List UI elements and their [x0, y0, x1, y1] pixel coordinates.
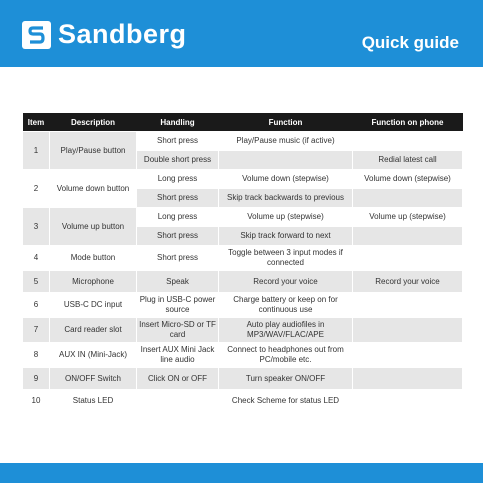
phone-function-cell: Volume down (stepwise) — [353, 170, 463, 189]
item-cell: 8 — [23, 343, 50, 368]
function-cell — [219, 151, 353, 170]
table-row — [23, 170, 463, 189]
sandberg-logo-icon — [22, 21, 51, 49]
handling-cell: Short press — [137, 189, 219, 208]
item-cell: 3 — [23, 208, 50, 246]
table-row — [23, 246, 463, 271]
function-cell: Volume up (stepwise) — [219, 208, 353, 227]
function-cell: Play/Pause music (if active) — [219, 132, 353, 151]
handling-cell: Short press — [137, 227, 219, 246]
phone-function-cell — [353, 368, 463, 390]
phone-function-cell: Record your voice — [353, 271, 463, 293]
table-row — [23, 318, 463, 343]
table-header-row — [23, 113, 463, 132]
column-header-function: Function — [219, 113, 353, 132]
description-cell: AUX IN (Mini-Jack) — [50, 343, 137, 368]
description-cell: Mode button — [50, 246, 137, 271]
quick-guide-table — [22, 113, 463, 412]
function-cell: Skip track forward to next — [219, 227, 353, 246]
item-cell: 1 — [23, 132, 50, 170]
handling-cell: Double short press — [137, 151, 219, 170]
column-header-function-on-phone: Function on phone — [353, 113, 463, 132]
phone-function-cell: Volume up (stepwise) — [353, 208, 463, 227]
function-cell: Charge battery or keep on for continuous use — [219, 293, 353, 318]
function-cell: Auto play audiofiles in MP3/WAV/FLAC/APE — [219, 318, 353, 343]
function-cell: Toggle between 3 input modes if connected — [219, 246, 353, 271]
page-title: Quick guide — [361, 33, 459, 52]
table-row — [23, 132, 463, 151]
phone-function-cell — [353, 318, 463, 343]
column-header-description: Description — [50, 113, 137, 132]
description-cell: Volume down button — [50, 170, 137, 208]
item-cell: 7 — [23, 318, 50, 343]
column-header-item: Item — [23, 113, 50, 132]
handling-cell: Insert Micro-SD or TF card — [137, 318, 219, 343]
table-row — [23, 271, 463, 293]
column-header-handling: Handling — [137, 113, 219, 132]
table-row — [23, 208, 463, 227]
handling-cell: Short press — [137, 246, 219, 271]
item-cell: 10 — [23, 390, 50, 412]
description-cell: ON/OFF Switch — [50, 368, 137, 390]
phone-function-cell — [353, 227, 463, 246]
description-cell: Play/Pause button — [50, 132, 137, 170]
phone-function-cell — [353, 189, 463, 208]
handling-cell — [137, 390, 219, 412]
description-cell: Volume up button — [50, 208, 137, 246]
table-row — [23, 293, 463, 318]
function-cell: Turn speaker ON/OFF — [219, 368, 353, 390]
function-cell: Record your voice — [219, 271, 353, 293]
phone-function-cell — [353, 390, 463, 412]
item-cell: 4 — [23, 246, 50, 271]
handling-cell: Click ON or OFF — [137, 368, 219, 390]
phone-function-cell: Redial latest call — [353, 151, 463, 170]
phone-function-cell — [353, 293, 463, 318]
function-cell: Check Scheme for status LED — [219, 390, 353, 412]
phone-function-cell — [353, 246, 463, 271]
item-cell: 2 — [23, 170, 50, 208]
table-row — [23, 343, 463, 368]
item-cell: 5 — [23, 271, 50, 293]
function-cell: Connect to headphones out from PC/mobile etc. — [219, 343, 353, 368]
header-bar — [0, 0, 483, 67]
footer-bar — [0, 463, 483, 483]
description-cell: Microphone — [50, 271, 137, 293]
handling-cell: Speak — [137, 271, 219, 293]
handling-cell: Insert AUX Mini Jack line audio — [137, 343, 219, 368]
table-row — [23, 368, 463, 390]
brand-name: Sandberg — [58, 19, 187, 49]
description-cell: USB-C DC input — [50, 293, 137, 318]
description-cell: Status LED — [50, 390, 137, 412]
handling-cell: Long press — [137, 170, 219, 189]
function-cell: Volume down (stepwise) — [219, 170, 353, 189]
item-cell: 6 — [23, 293, 50, 318]
handling-cell: Long press — [137, 208, 219, 227]
handling-cell: Plug in USB-C power source — [137, 293, 219, 318]
phone-function-cell — [353, 132, 463, 151]
description-cell: Card reader slot — [50, 318, 137, 343]
item-cell: 9 — [23, 368, 50, 390]
handling-cell: Short press — [137, 132, 219, 151]
function-cell: Skip track backwards to previous — [219, 189, 353, 208]
phone-function-cell — [353, 343, 463, 368]
table-row — [23, 390, 463, 412]
